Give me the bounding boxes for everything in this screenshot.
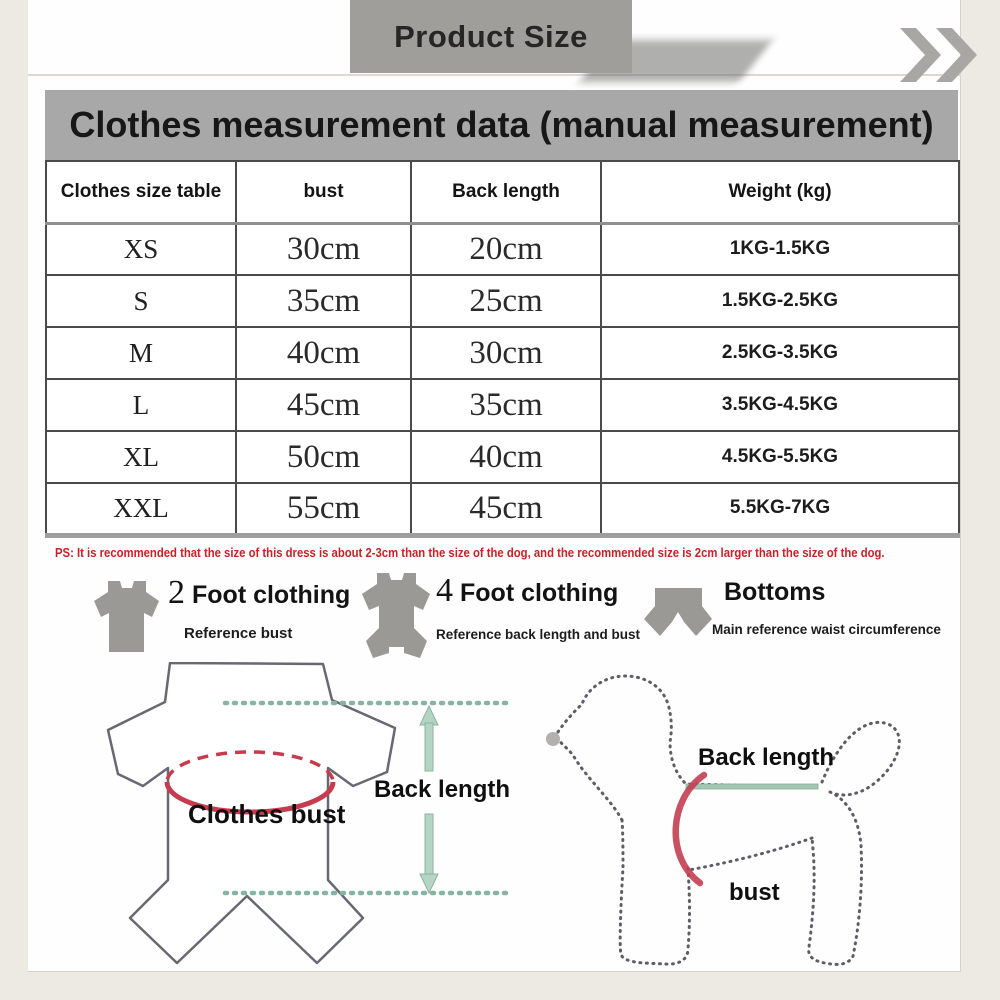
dog-nose xyxy=(546,732,560,746)
category-reference: Reference back length and bust xyxy=(436,627,641,642)
size-cell: M xyxy=(46,327,236,379)
page-title: Product Size xyxy=(394,18,588,54)
size-cell: XL xyxy=(46,431,236,483)
header-weight: Weight (kg) xyxy=(601,161,959,223)
back-length-arrow-down-icon xyxy=(420,814,438,893)
clothes-bust-label: Clothes bust xyxy=(188,799,346,829)
category-name: Foot clothing xyxy=(460,579,619,607)
bust-cell: 30cm xyxy=(236,223,411,275)
size-cell: XS xyxy=(46,223,236,275)
bottoms-icon xyxy=(642,582,714,646)
weight-cell: 3.5KG-4.5KG xyxy=(601,379,959,431)
size-cell: XXL xyxy=(46,483,236,535)
size-cell: S xyxy=(46,275,236,327)
size-note: PS: It is recommended that the size of this dress is about 2-3cm than the size of the dog, and the recommended size is 2cm larger than the size of the dog. xyxy=(55,545,885,560)
bust-cell: 55cm xyxy=(236,483,411,535)
page-title-banner xyxy=(350,0,632,73)
dog-back-length-line xyxy=(686,784,818,789)
category-name: Bottoms xyxy=(724,578,826,606)
table-row xyxy=(46,327,959,379)
category-bottoms xyxy=(712,578,941,637)
header-back-length: Back length xyxy=(411,161,601,223)
category-two-foot xyxy=(168,574,350,642)
bust-cell: 50cm xyxy=(236,431,411,483)
back-length-cell: 20cm xyxy=(411,223,601,275)
category-reference: Reference bust xyxy=(184,625,293,642)
dog-outline xyxy=(555,676,899,964)
back-length-cell: 45cm xyxy=(411,483,601,535)
table-row xyxy=(46,379,959,431)
back-length-cell: 40cm xyxy=(411,431,601,483)
back-length-arrow-up-icon xyxy=(420,706,438,771)
back-length-cell: 35cm xyxy=(411,379,601,431)
category-title xyxy=(436,572,640,610)
bust-cell: 40cm xyxy=(236,327,411,379)
forward-chevrons-icon xyxy=(898,26,978,84)
header-divider xyxy=(28,74,961,76)
category-title xyxy=(724,578,941,607)
dog-diagram xyxy=(510,662,965,992)
size-table-title: Clothes measurement data (manual measurement) xyxy=(45,90,958,160)
weight-cell: 1.5KG-2.5KG xyxy=(601,275,959,327)
category-number: 4 xyxy=(436,572,453,609)
category-number: 2 xyxy=(168,574,185,611)
header-size: Clothes size table xyxy=(46,161,236,223)
weight-cell: 1KG-1.5KG xyxy=(601,223,959,275)
table-row xyxy=(46,431,959,483)
bust-cell: 35cm xyxy=(236,275,411,327)
table-row xyxy=(46,483,959,535)
size-table xyxy=(45,160,960,538)
weight-cell: 2.5KG-3.5KG xyxy=(601,327,959,379)
back-length-cell: 25cm xyxy=(411,275,601,327)
weight-cell: 5.5KG-7KG xyxy=(601,483,959,535)
garment-back-length-label: Back length xyxy=(374,776,511,803)
table-row xyxy=(46,223,959,275)
category-name: Foot clothing xyxy=(192,581,351,609)
four-foot-garment-icon xyxy=(352,568,440,663)
dog-back-length-label: Back length xyxy=(698,744,835,771)
table-row xyxy=(46,275,959,327)
table-header-row xyxy=(46,161,959,223)
size-cell: L xyxy=(46,379,236,431)
category-title xyxy=(168,574,350,612)
weight-cell: 4.5KG-5.5KG xyxy=(601,431,959,483)
back-length-cell: 30cm xyxy=(411,327,601,379)
category-four-foot xyxy=(436,572,640,642)
category-reference: Main reference waist circumference xyxy=(712,622,941,637)
dog-bust-label: bust xyxy=(729,879,780,906)
two-foot-garment-icon xyxy=(84,576,168,656)
header-bust: bust xyxy=(236,161,411,223)
bust-cell: 45cm xyxy=(236,379,411,431)
